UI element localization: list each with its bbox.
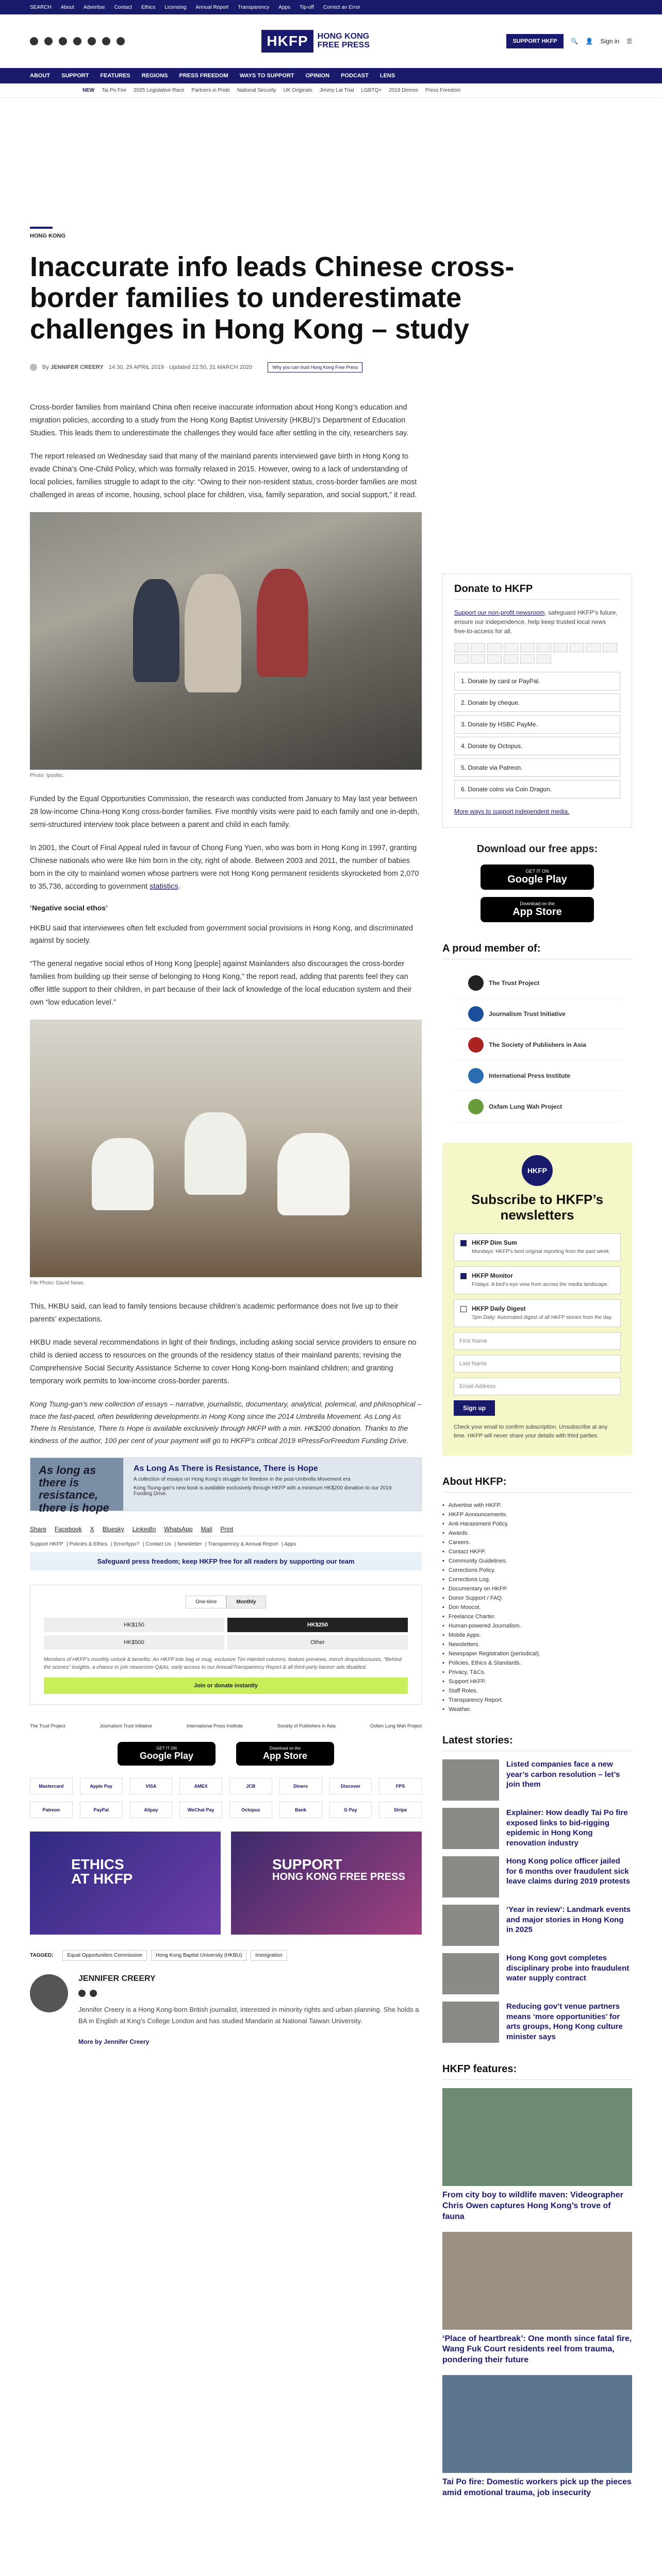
util-link-advertise[interactable]: Advertise [83,4,105,10]
about-link[interactable]: • Donor Support / FAQ. [442,1594,632,1603]
x-icon[interactable] [44,37,53,45]
payment-icon: Bank [279,1802,322,1818]
share-bluesky[interactable]: Bluesky [102,1525,124,1533]
about-link[interactable]: • Newsletters. [442,1640,632,1649]
photo-caption: File Photo: David News. [30,1280,85,1286]
paragraph: Cross-border families from mainland China often receive inaccurate information about Hong Kong’s education and migration policies, according to a study from the Hong Kong Baptist University (HKBU)’s Department of Education Studies. This leads them to underestimate the challenges they would face after settling in the city, researchers say. [30,403,409,438]
share-facebook[interactable]: Facebook [55,1525,82,1533]
first-name-field[interactable]: First Name [454,1332,621,1350]
author-box-name[interactable]: JENNIFER CREERY [78,1974,156,1983]
util-link-annual-report[interactable]: Annual Report [195,4,229,10]
about-link[interactable]: • Mobile Apps. [442,1631,632,1640]
linkedin-icon[interactable] [90,1990,97,1997]
share-x[interactable]: X [90,1525,94,1533]
article-title: Inaccurate info leads Chinese cross-border families to underestimate challenges in Hong Kong – study [30,251,515,345]
share-label: Share [30,1525,47,1533]
amount-option[interactable]: Other [227,1635,408,1650]
amount-option-selected[interactable]: HK$250 [227,1618,408,1632]
badge-jti[interactable]: Journalism Trust Initiative [100,1723,152,1728]
newsletter-title: Subscribe to HKFP’s newsletters [471,1192,604,1223]
badge-sopa[interactable]: Society of Publishers in Asia [277,1723,336,1728]
latest-story[interactable]: Hong Kong police officer jailed for 6 months over fraudulent sick leave claims during 2019 protests [442,1856,632,1897]
article-body [30,372,422,2507]
footer-link[interactable]: Newsletter [177,1541,202,1547]
book-cover: As long as there is resistance, there is hope [30,1458,123,1511]
about-link[interactable]: • Policies, Ethics & Standards. [442,1658,632,1668]
about-link[interactable]: • Newspaper Registration (periodical). [442,1649,632,1658]
feature-story[interactable]: From city boy to wildlife maven: Videographer Chris Owen captures Hong Kong’s trove of fauna [442,2088,632,2222]
about-link[interactable]: • Privacy, T&Cs. [442,1668,632,1677]
payment-icon: WeChat Pay [179,1802,222,1818]
tags-row [30,1950,422,1961]
facebook-icon[interactable] [30,37,38,45]
about-link[interactable]: • Staff Roles. [442,1686,632,1696]
about-link[interactable]: • Community Guidelines. [442,1556,632,1566]
main-nav [0,68,662,83]
about-link[interactable]: • Freelance Charter. [442,1612,632,1621]
donate-note: Members of HKFP’s monthly unlock & benefits: An HKFP tote bag or mug, exclusive Tim Hamlett columns, feature previews, merch drops/discounts, “Behind the scenes” insights, a chance to join newsroom Q&As, early access to our Annual/Transparency Report & all third-party banner ads disabled. [44,1656,402,1670]
util-link-apps[interactable]: Apps [278,4,290,10]
nav-features[interactable]: FEATURES [100,73,130,79]
trending-item[interactable]: UK Originals [283,88,312,93]
footer-link[interactable]: Contact Us [145,1541,171,1547]
nav-opinion[interactable]: OPINION [305,73,330,79]
payment-icon: Diners [279,1778,322,1794]
app-store-button[interactable]: Download on the App Store [236,1742,334,1766]
story-thumbnail [442,1759,499,1801]
member-jti[interactable]: Journalism Trust Initiative [453,998,622,1029]
why-trust-button[interactable]: Why you can trust Hong Kong Free Press [268,362,362,372]
amount-option[interactable]: HK$500 [44,1635,224,1650]
latest-list [442,1759,632,2043]
article-photo-children-walking [30,512,422,770]
book-promo-text: Kong Tsung-gan’s new collection of essays – narrative, journalistic, documentary, analytical, polemical, and philosophical – trace the fast-paced, often bewildering developments in Hong Kong since the 2014 Umbrella Movement. As Long As There Is Resistance, There Is Hope is available exclusively through HKFP with a min. HK$200 donation. Thanks to the kindness of the author, 100 per cent of your payment will go to HKFP’s critical 2019 #PressForFreedom Funding Drive. [30,1399,422,1445]
trending-item[interactable]: LGBTQ+ [361,88,382,93]
payment-icon: AMEX [179,1778,222,1794]
footer-link[interactable]: Support HKFP [30,1541,63,1547]
payment-icon: PayPal [80,1802,123,1818]
tagged-label: TAGGED: [30,1952,54,1958]
nav-podcast[interactable]: PODCAST [341,73,369,79]
util-link-search[interactable]: SEARCH [30,4,52,10]
author-photo [30,1974,68,2012]
latest-story[interactable]: Listed companies face a new year’s carbon resolution – let’s join them [442,1759,632,1801]
payment-icon: Stripe [379,1802,422,1818]
paragraph: HKBU said that interviewees often felt excluded from government social provisions in Hong Kong, and discriminated against by society. [30,924,413,945]
about-link[interactable]: • Anti-Harassment Policy. [442,1519,632,1529]
category-label[interactable]: HONG KONG [30,233,66,239]
menu-icon[interactable]: ☰ [626,38,632,45]
footer-link[interactable]: Error/typo? [113,1541,140,1547]
paragraph: The report released on Wednesday said that many of the mainland parents interviewed gave birth in Hong Kong to evade China’s One-Child Policy, which was formally relaxed in 2015. However, owing to a lack of understanding of local policies, families struggle to adapt to the city: “Owing to their non-resident status, cross-border families are most challenged in areas of income, housing, school place for children, visa, family separation, and social support,” it read. [30,452,417,500]
promo-banner-title: As Long As There is Resistance, There is Hope [134,1464,318,1473]
newsletter-note: Check your email to confirm subscription. Unsubscribe at any time. HKFP will never share your details with third parties. [454,1424,608,1439]
payment-icon: Alipay [130,1802,173,1818]
trending-item[interactable]: National Security [237,88,276,93]
checkbox-icon[interactable] [460,1306,467,1312]
about-list [442,1501,632,1714]
signup-button[interactable]: Sign up [454,1400,495,1416]
feature-story[interactable]: ‘Place of heartbreak’: One month since fatal fire, Wang Fuk Court residents reel from trauma, pondering their future [442,2232,632,2366]
paragraph: This, HKBU said, can lead to family tensions because children’s academic performance does not live up to their parents’ expectations. [30,1302,399,1324]
subheading: ‘Negative social ethos’ [30,903,108,912]
feature-story[interactable]: Tai Po fire: Domestic workers pick up the pieces amid emotional trauma, job insecurity [442,2375,632,2499]
paragraph: HKBU made several recommendations in light of their findings, including asking social service providers to ensure no child is denied access to resources on the grounds of the residency status of their mainland parents; revising the Comprehensive Social Security Assistance Scheme to cover Hong Kong-born mainland children; and granting temporary work permits to low-income cross-border parents. [30,1338,417,1385]
trending-item[interactable]: Tai Po Fire [102,88,127,93]
donate-option[interactable]: 2. Donate by cheque. [454,693,620,712]
site-header [0,14,662,68]
about-link[interactable]: • Corrections Policy. [442,1566,632,1575]
about-link[interactable]: • Corrections Log. [442,1575,632,1584]
amount-option[interactable]: HK$150 [44,1618,224,1632]
member-ipi[interactable]: International Press Institute [453,1060,622,1091]
linkedin-icon[interactable] [88,37,96,45]
donate-title: Donate to HKFP [454,583,620,600]
sidebar-app-store-button[interactable]: Download on the App Store [481,897,594,922]
about-link[interactable]: • Don Moocot. [442,1603,632,1612]
about-link[interactable]: • Contact HKFP. [442,1547,632,1556]
story-thumbnail [442,1808,499,1849]
util-link-tipoff[interactable]: Tip-off [300,4,314,10]
donate-option[interactable]: 5. Donate via Patreon. [454,758,620,777]
freq-one-time[interactable]: One-time [186,1596,226,1608]
payment-icon: Patreon [30,1802,73,1818]
util-link-about[interactable]: About [60,4,74,10]
instagram-icon[interactable] [59,37,67,45]
feature-thumbnail [442,2232,632,2330]
checkbox-icon[interactable] [460,1240,467,1246]
frequency-toggle [44,1596,408,1608]
newsletter-option-digest[interactable]: HKFP Daily Digest 7pm Daily: Automated digest of all HKFP stories from the day. [454,1299,621,1327]
features-title: HKFP features: [442,2063,632,2080]
sidebar-google-play-button[interactable]: GET IT ON Google Play [481,865,594,890]
story-thumbnail [442,1856,499,1897]
donate-intro-link[interactable]: Support our non-profit newsroom [454,609,545,617]
payment-icon: Octopus [229,1802,272,1818]
utility-bar [0,0,662,14]
about-link[interactable]: • Awards. [442,1529,632,1538]
member-badges [30,1723,422,1728]
payment-icon: Discover [329,1778,372,1794]
card-logos [454,643,620,664]
badge-oxfam[interactable]: Oxfam Lung Wah Project [370,1723,422,1728]
more-by-author-link[interactable]: More by Jennifer Creery [78,2038,150,2046]
article-photo-classroom [30,1020,422,1277]
statistics-link[interactable]: statistics [150,882,178,891]
article-date: 14:30, 29 APRIL 2019 · Updated 22:50, 31 MARCH 2020 [108,364,253,371]
about-link[interactable]: • Careers. [442,1538,632,1547]
util-link-licensing[interactable]: Licensing [164,4,187,10]
safeguard-banner[interactable]: Safeguard press freedom; keep HKFP free for all readers by supporting our team [30,1552,422,1570]
paragraph: Funded by the Equal Opportunities Commission, the research was conducted from January to May last year between 28 low-income China-Hong Kong cross-border families. Five monthly visits were paid to each family and one in-depth, semi-structured interview took place between a parent and child in each family. [30,794,420,829]
nav-press-freedom[interactable]: PRESS FREEDOM [179,73,228,79]
signin-link[interactable]: Sign in [600,38,620,45]
logo-mark: HKFP [261,30,313,53]
about-title: About HKFP: [442,1476,632,1493]
join-donate-button[interactable]: Join or donate instantly [44,1677,408,1694]
about-link[interactable]: • Advertise with HKFP. [442,1501,632,1510]
latest-story[interactable]: ‘Year in review’: Landmark events and major stories in Hong Kong in 2025 [442,1905,632,1946]
member-trust-project[interactable]: The Trust Project [453,968,622,998]
trending-new-badge: NEW [82,88,95,93]
promo-banner-note: Kong Tsung-gan’s new book is available exclusively through HKFP with a minimum HK$200 donation to our 2019 Funding Drive. [134,1485,392,1497]
payment-methods [30,1778,422,1818]
paragraph: In 2001, the Court of Final Appeal ruled in favour of Chong Fung Yuen, who was born in Hong Kong in 1997, granting Chinese nationals who were like him born in the city, right of abode. Between 2003 and 2011, the number of babies born in the city to mainland women whose partners were not Hong Kong permanent residents skyrocketed from 2,070 to 35,736, according to government statistics. [30,843,419,891]
threads-icon[interactable] [117,37,125,45]
story-thumbnail [442,1905,499,1946]
latest-story[interactable]: Reducing gov’t venue partners means ‘more opportunities’ for arts groups, Hong Kong culture minister says [442,2002,632,2043]
share-print[interactable]: Print [220,1525,234,1533]
util-link-transparency[interactable]: Transparency [238,4,270,10]
payment-icon: Mastercard [30,1778,73,1794]
x-icon[interactable] [78,1990,86,1997]
paragraph: “The general negative social ethos of Hong Kong [people] against Mainlanders also discourages the cross-border families from building up their sense of belonging to Hong Kong,” the report read, adding that parents feel they can offer little support to their children, in part because of their lack of knowledge of the local education system and their own “low education level.” [30,960,412,1007]
support-ad[interactable]: SUPPORT HONG KONG FREE PRESS [231,1832,422,1935]
social-links [30,37,125,45]
member-list [442,968,632,1122]
author-name[interactable]: JENNIFER CREERY [50,364,104,371]
donate-option[interactable]: 6. Donate coins via Coin Dragon. [454,780,620,799]
util-link-contact[interactable]: Contact [114,4,132,10]
newsletter-option-dimsum[interactable]: HKFP Dim Sum Mondays: HKFP’s best original reporting from the past week. [454,1233,621,1261]
util-link-correct[interactable]: Correct an Error [323,4,360,10]
sidebar [442,372,632,2507]
feature-thumbnail [442,2375,632,2473]
site-logo[interactable] [261,30,370,53]
member-sopa[interactable]: The Society of Publishers in Asia [453,1029,622,1060]
category-accent [30,227,53,229]
story-thumbnail [442,2002,499,2043]
util-link-ethics[interactable]: Ethics [141,4,156,10]
share-mail[interactable]: Mail [201,1525,212,1533]
about-link[interactable]: • Support HKFP. [442,1677,632,1686]
share-linkedin[interactable]: LinkedIn [132,1525,156,1533]
logo-text: HONG KONG FREE PRESS [317,32,370,49]
about-link[interactable]: • HKFP Announcements. [442,1510,632,1519]
member-oxfam[interactable]: Oxfam Lung Wah Project [453,1091,622,1122]
about-link[interactable]: • Documentary on HKFP. [442,1584,632,1594]
badge-trust-project[interactable]: The Trust Project [30,1723,65,1728]
donate-option[interactable]: 3. Donate by HSBC PayMe. [454,715,620,734]
payment-icon: VISA [130,1778,173,1794]
tag-chip[interactable]: Equal Opportunities Commission [62,1950,147,1961]
youtube-icon[interactable] [73,37,81,45]
nav-about[interactable]: ABOUT [30,73,51,79]
payment-icon: FPS [379,1778,422,1794]
story-thumbnail [442,1953,499,1994]
byline: By JENNIFER CREERY 14:30, 29 APRIL 2019 · Updated 22:50, 31 MARCH 2020 Why you can trust Hong Kong Free Press [30,362,632,372]
footer-link[interactable]: Policies & Ethics [69,1541,108,1547]
newsletter-logo: HKFP [522,1155,553,1186]
amount-options [44,1618,408,1650]
promo-banner-sub: A collection of essays on Hong Kong’s struggle for freedom in the post-Umbrella Movement era [134,1476,351,1482]
newsletter-option-monitor[interactable]: HKFP Monitor Fridays: A bird’s-eye view from across the media landscape. [454,1266,621,1294]
last-name-field[interactable]: Last Name [454,1355,621,1372]
search-icon[interactable]: 🔍 [570,38,578,45]
trending-item[interactable]: Partners in Pride [191,88,230,93]
latest-story[interactable]: Explainer: How deadly Tai Po fire exposed links to bid-rigging epidemic in Hong Kong renovation industry [442,1808,632,1849]
payment-icon: Apple Pay [80,1778,123,1794]
donate-box [30,1585,422,1705]
payment-icon: JCB [229,1778,272,1794]
donate-option[interactable]: 1. Donate by card or PayPal. [454,672,620,690]
promo-ads [30,1832,422,1935]
support-button[interactable]: SUPPORT HKFP [506,34,563,48]
nav-support[interactable]: SUPPORT [61,73,89,79]
donate-option[interactable]: 4. Donate by Octopus. [454,737,620,755]
trending-bar [0,83,662,98]
apps-title: Download our free apps: [476,843,598,855]
footer-links: Support HKFP | Policies & Ethics | Error/typo? | Contact Us | Newsletter | Transparency & Annual Report | Apps [30,1541,296,1547]
latest-title: Latest stories: [442,1735,632,1751]
google-play-button[interactable]: GET IT ON Google Play [118,1742,216,1766]
author-box [30,1974,422,2046]
nav-ways[interactable]: WAYS TO SUPPORT [239,73,294,79]
book-promo-banner[interactable] [30,1458,422,1514]
author-avatar [30,364,37,371]
footer-link[interactable]: Transparency & Annual Report [208,1541,278,1547]
freq-monthly[interactable]: Monthly [226,1596,266,1608]
member-title: A proud member of: [442,943,632,959]
author-social [78,1990,422,1997]
app-store-row [30,1742,422,1766]
newsletter-signup [442,1143,632,1455]
ethics-ad[interactable]: ETHICS AT HKFP [30,1832,221,1935]
payment-icon: G Pay [329,1802,372,1818]
more-ways-link[interactable]: More ways to support independent media. [454,808,570,816]
author-bio: Jennifer Creery is a Hong Kong-born British journalist, interested in minority rights and urban planning. She holds a BA in English at King’s College London and has studied Mandarin at National Taiwan University. [78,2005,419,2025]
latest-story[interactable]: Hong Kong govt completes disciplinary probe into fraudulent water supply contract [442,1953,632,1994]
feature-thumbnail [442,2088,632,2186]
nav-regions[interactable]: REGIONS [141,73,168,79]
badge-ipi[interactable]: International Press Institute [186,1723,243,1728]
trending-item[interactable]: Jimmy Lai Trial [319,88,354,93]
nav-lens[interactable]: LENS [379,73,395,79]
tag-chip[interactable]: Hong Kong Baptist University (HKBU) [151,1950,246,1961]
photo-caption: Photo: Ipoolbc. [30,772,64,778]
share-bar [30,1522,422,1536]
trending-item[interactable]: Press Freedom [425,88,461,93]
about-link[interactable]: • Human-powered Journalism. [442,1621,632,1631]
checkbox-icon[interactable] [460,1273,467,1279]
tag-chip[interactable]: Immigration [251,1950,287,1961]
header-actions [506,34,632,48]
user-icon[interactable]: 👤 [585,38,593,45]
about-link[interactable]: • Transparency Report. [442,1696,632,1705]
bluesky-icon[interactable] [102,37,110,45]
trending-item[interactable]: 2025 Legislative Race [134,88,185,93]
footer-link[interactable]: Apps [284,1541,296,1547]
email-field[interactable]: Email Address [454,1378,621,1395]
share-whatsapp[interactable]: WhatsApp [164,1525,193,1533]
about-link[interactable]: • Weather. [442,1705,632,1714]
trending-item[interactable]: 2019 Demos [389,88,418,93]
sidebar-donate: Donate to HKFP Support our non-profit newsroom, safeguard HKFP’s future, ensure our independence, help keep trusted local news free-to-access for all. 1. Donate by card or PayPal. 2. Donate by cheque. 3. Donate by HSBC PayMe. 4. Donate by Octopus. 5. Donate via Patreon. 6. Donate coins via Coin Dragon. More ways to support independent media. [442,573,632,828]
